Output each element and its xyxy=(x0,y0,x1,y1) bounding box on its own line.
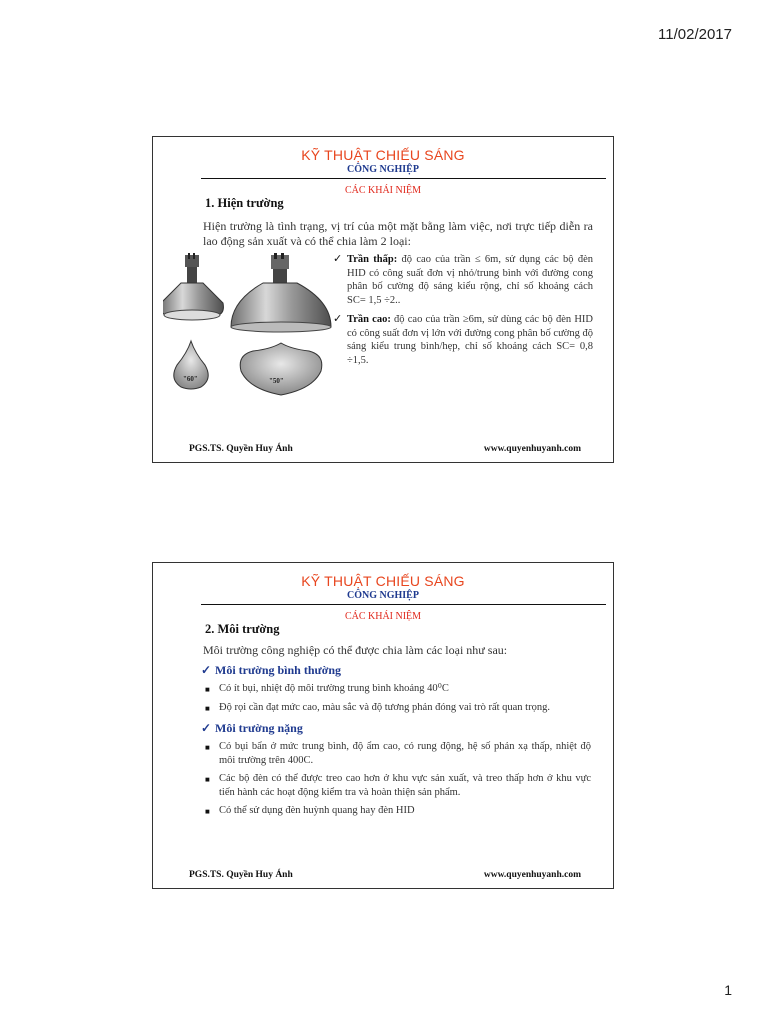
slide-2 xyxy=(152,562,614,889)
group-heading-heavy: ✓ Môi trường nặng xyxy=(201,721,303,735)
lamp-illustration xyxy=(163,253,333,413)
checkmark-icon: ✓ xyxy=(333,313,343,325)
square-bullet-icon: ■ xyxy=(205,775,210,784)
section-paragraph: Hiện trường là tình trạng, vị trí của một mặt bằng làm việc, nơi trực tiếp diễn ra lao động sản xuất và có thể chia làm 2 loại: xyxy=(203,219,593,248)
high-bay-lamp-icon xyxy=(231,253,331,332)
section-heading: 2. Môi trường xyxy=(205,622,280,636)
figure-label-50: "50" xyxy=(269,377,284,385)
checkmark-icon: ✓ xyxy=(201,663,212,677)
ceiling-types-list xyxy=(333,253,593,413)
title-divider xyxy=(201,604,606,605)
title-divider xyxy=(201,178,606,179)
checkmark-icon: ✓ xyxy=(333,253,343,265)
slide-subtitle: CÔNG NGHIỆP xyxy=(347,164,419,175)
list-item: ✓ Trần cao: độ cao của trần ≥6m, sử dùng các bộ đèn HID có công suất đơn vị lớn với đường cong phân bố cường độ sáng kiểu trung bình/hẹp, chỉ số khoảng cách SC= 0,8 ÷1,5. xyxy=(333,313,593,366)
wide-distribution-curve xyxy=(240,343,322,395)
list-item: ■ Các bộ đèn có thể được treo cao hơn ở khu vực sản xuất, và treo thấp hơn ở khu vực tiến hành các hoạt động kiểm tra và hoàn thiện sản phẩm. xyxy=(205,773,591,798)
figure-label-60: "60" xyxy=(183,375,198,383)
concept-heading: CÁC KHÁI NIỆM xyxy=(344,611,422,622)
square-bullet-icon: ■ xyxy=(205,807,210,816)
author-name: PGS.TS. Quyền Huy Ánh xyxy=(189,870,293,880)
slide-footer xyxy=(189,444,581,454)
slide-title: KỸ THUẬT CHIẾU SÁNG xyxy=(301,573,465,589)
square-bullet-icon: ■ xyxy=(205,704,210,713)
list-item: ■ Có ít bụi, nhiệt độ môi trường trung bình khoảng 40⁰C xyxy=(205,682,591,697)
website-link[interactable]: www.quyenhuyanh.com xyxy=(483,870,581,880)
list-item: ■ Có thể sử dụng đèn huỳnh quang hay đèn HID xyxy=(205,804,591,819)
section-heading: 1. Hiện trường xyxy=(205,196,284,210)
list-item: ■ Độ rọi cần đạt mức cao, màu sắc và độ tương phản đóng vai trò rất quan trọng. xyxy=(205,701,591,716)
header-date: 11/02/2017 xyxy=(658,26,732,43)
square-bullet-icon: ■ xyxy=(205,743,210,752)
slide-footer xyxy=(189,870,581,880)
slide-subtitle: CÔNG NGHIỆP xyxy=(347,590,419,601)
square-bullet-icon: ■ xyxy=(205,685,210,694)
website-link[interactable]: www.quyenhuyanh.com xyxy=(483,444,581,454)
section-paragraph: Môi trường công nghiệp có thể được chia làm các loại như sau: xyxy=(203,643,508,657)
slide-1 xyxy=(152,136,614,463)
list-item: ■ Có bụi bẩn ở mức trung bình, độ ẩm cao, có rung động, hệ số phản xạ thấp, nhiệt độ môi trường trên 400C. xyxy=(205,741,591,766)
page-number: 1 xyxy=(724,982,732,998)
group-heading-normal: ✓ Môi trường bình thường xyxy=(201,663,342,677)
slide-title: KỸ THUẬT CHIẾU SÁNG xyxy=(301,147,465,163)
author-name: PGS.TS. Quyền Huy Ánh xyxy=(189,444,293,454)
concept-heading: CÁC KHÁI NIỆM xyxy=(344,185,422,196)
checkmark-icon: ✓ xyxy=(201,721,212,735)
low-bay-lamp-icon xyxy=(163,253,223,320)
list-item: ✓ Trần thấp: độ cao của trần ≤ 6m, sử dụng các bộ đèn HID có công suất đơn vị nhỏ/trung bình với đường cong phân bố cường độ sáng kiểu rộng, chỉ số khoảng cách SC= 1,5 ÷2.. xyxy=(333,253,593,306)
